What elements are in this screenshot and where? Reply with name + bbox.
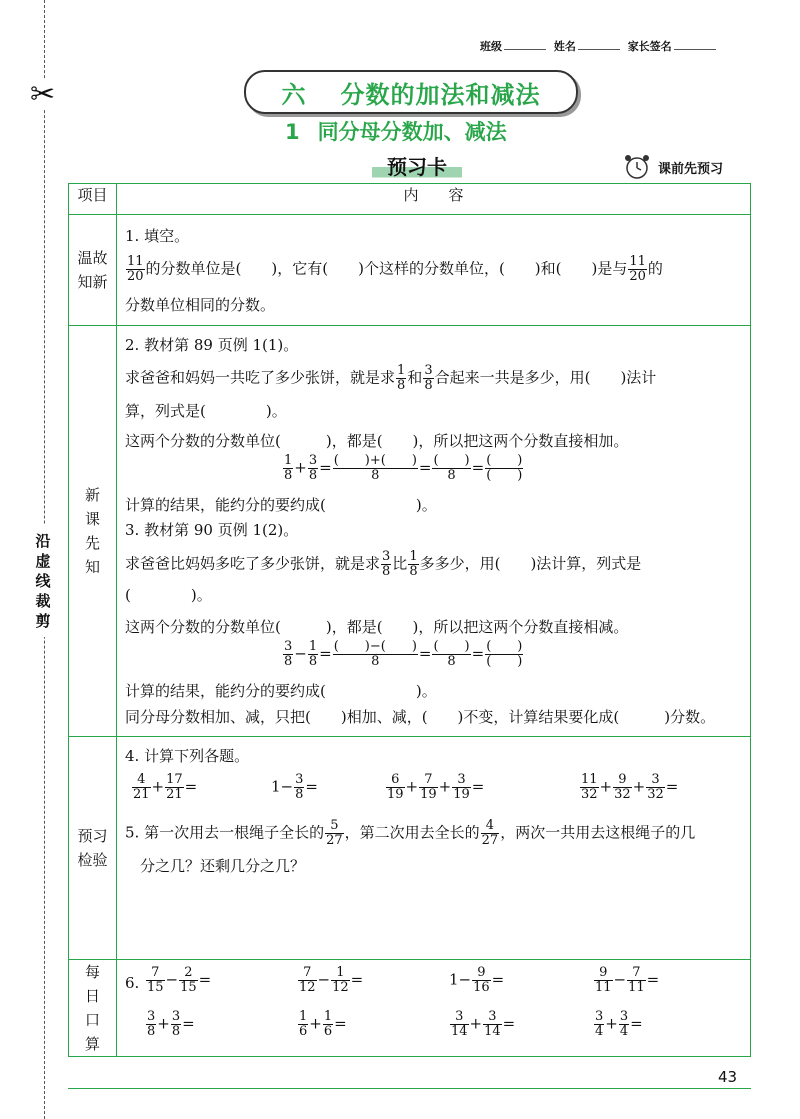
calc-item: 1− $\frac{3}{8}$ = <box>271 772 318 802</box>
calc-item: $\frac{4}{21}$ + $\frac{17}{21}$ = <box>133 772 198 802</box>
cut-instruction: 沿 虚 线 裁 剪 <box>28 525 58 637</box>
parent-label: 家长签名 <box>627 40 672 53</box>
signature-line <box>480 38 720 54</box>
question-5-line-1: 5. 第一次用去一根绳子全长的 $\frac{5}{27}$ ，第二次用去全长的 $\frac{4}{27}$ ，两次一共用去这根绳子的几 <box>125 818 696 848</box>
question-3-equation: $\frac{3}{8}$ − $\frac{1}{8}$ = ( )−( ) 8 = ( ) 8 = ( ) ( ) <box>284 639 523 669</box>
fraction: $\frac{5}{27}$ <box>326 818 343 848</box>
question-2-equation: $\frac{1}{8}$ + $\frac{3}{8}$ = ( )+( ) 8 = ( ) 8 = ( ) ( ) <box>284 453 523 483</box>
question-3: 3. 教材第 90 页例 1(2)。 <box>125 521 299 539</box>
calc-item: $\frac{3}{4}$ + $\frac{3}{4}$ = <box>595 1009 643 1039</box>
question-3-summary: 同分母分数相加、减，只把( )相加、减，( )不变，计算结果要化成( )分数。 <box>125 708 716 726</box>
lesson-title <box>285 116 507 146</box>
card-title: 预习卡 <box>372 152 462 182</box>
section-preview-check <box>117 737 751 960</box>
name-blank[interactable] <box>578 49 620 50</box>
alarm-clock-icon <box>622 152 652 182</box>
question-2-line-2: 算，列式是( )。 <box>125 402 287 420</box>
footer-rule <box>68 1088 751 1089</box>
col-header-content: 内 容 <box>117 184 751 215</box>
category-review: 温故 知新 <box>69 215 117 326</box>
unit-banner <box>244 70 578 114</box>
lesson-title-text: 同分母分数加、减法 <box>317 120 507 144</box>
calc-item: $\frac{6}{19}$ + $\frac{7}{19}$ + $\frac{3}{19}$ = <box>387 772 485 802</box>
class-blank[interactable] <box>504 49 546 50</box>
question-2-line-4: 计算的结果，能约分的要约成( )。 <box>125 496 437 514</box>
question-1-line-1: $\frac{11}{20}$ 的分数单位是( )，它有( )个这样的分数单位，( )和( )是与 $\frac{11}{20}$ 的 <box>127 254 663 284</box>
fraction: $\frac{3}{8}$ <box>424 363 433 393</box>
page-number: 43 <box>718 1068 738 1086</box>
question-2-line-1: 求爸爸和妈妈一共吃了多少张饼，就是求 $\frac{1}{8}$ 和 $\frac{3}{8}$ 合起来一共是多少，用( )法计 <box>125 363 657 393</box>
question-3-line-3: 这两个分数的分数单位( )，都是( )，所以把这两个分数直接相减。 <box>125 618 629 636</box>
question-2: 2. 教材第 89 页例 1(1)。 <box>125 336 299 354</box>
calc-item: $\frac{3}{14}$ + $\frac{3}{14}$ = <box>451 1009 516 1039</box>
section-new-lesson <box>117 326 751 737</box>
lesson-number: 1 <box>285 120 300 144</box>
question-4: 4. 计算下列各题。 <box>125 747 250 765</box>
card-hint: 课前先预习 <box>658 162 724 177</box>
question-3-line-4: 计算的结果，能约分的要约成( )。 <box>125 682 437 700</box>
question-5-line-2: 分之几？还剩几分之几？ <box>140 857 306 875</box>
fraction: $\frac{4}{27}$ <box>481 818 499 848</box>
question-1-line-2: 分数单位相同的分数。 <box>125 296 276 314</box>
preview-table <box>68 183 751 1057</box>
category-new-lesson: 新 课 先 知 <box>69 326 117 737</box>
fraction: $\frac{11}{20}$ <box>629 254 646 284</box>
calc-item: $\frac{7}{12}$ − $\frac{1}{12}$ = <box>299 965 364 995</box>
calc-item: $\frac{3}{8}$ + $\frac{3}{8}$ = <box>147 1009 195 1039</box>
calc-item: 1− $\frac{9}{16}$ = <box>449 965 505 995</box>
col-header-item: 项目 <box>69 184 117 215</box>
calc-item: $\frac{9}{11}$ − $\frac{7}{11}$ = <box>595 965 660 995</box>
name-label: 姓名 <box>553 40 576 53</box>
section-daily-calc <box>117 960 751 1057</box>
fraction: $\frac{11}{20}$ <box>127 254 144 284</box>
question-2-line-3: 这两个分数的分数单位( )，都是( )，所以把这两个分数直接相加。 <box>125 432 629 450</box>
calc-item: $\frac{1}{6}$ + $\frac{1}{6}$ = <box>299 1009 347 1039</box>
question-3-line-1: 求爸爸比妈妈多吃了多少张饼，就是求 $\frac{3}{8}$ 比 $\frac{1}{8}$ 多多少，用( )法计算，列式是 <box>125 549 642 579</box>
fraction: $\frac{3}{8}$ <box>382 549 391 579</box>
question-1: 1. 填空。 <box>125 227 190 245</box>
section-review <box>117 215 751 326</box>
unit-number: 六 <box>281 80 307 109</box>
category-preview-check: 预习 检验 <box>69 737 117 960</box>
class-label: 班级 <box>480 40 502 53</box>
unit-title: 分数的加法和减法 <box>340 80 541 109</box>
fraction: $\frac{1}{8}$ <box>397 363 406 393</box>
scissors-icon: ✂ <box>30 77 56 112</box>
fraction: $\frac{1}{8}$ <box>409 549 418 579</box>
question-6: 6. <box>125 974 140 992</box>
calc-item: $\frac{7}{15}$ − $\frac{2}{15}$ = <box>147 965 212 995</box>
question-3-line-2: ( )。 <box>125 586 212 604</box>
calc-item: $\frac{11}{32}$ + $\frac{9}{32}$ + $\frac{3}{32}$ = <box>581 772 679 802</box>
category-daily-calc: 每 日 口 算 <box>69 960 117 1057</box>
parent-blank[interactable] <box>674 49 716 50</box>
